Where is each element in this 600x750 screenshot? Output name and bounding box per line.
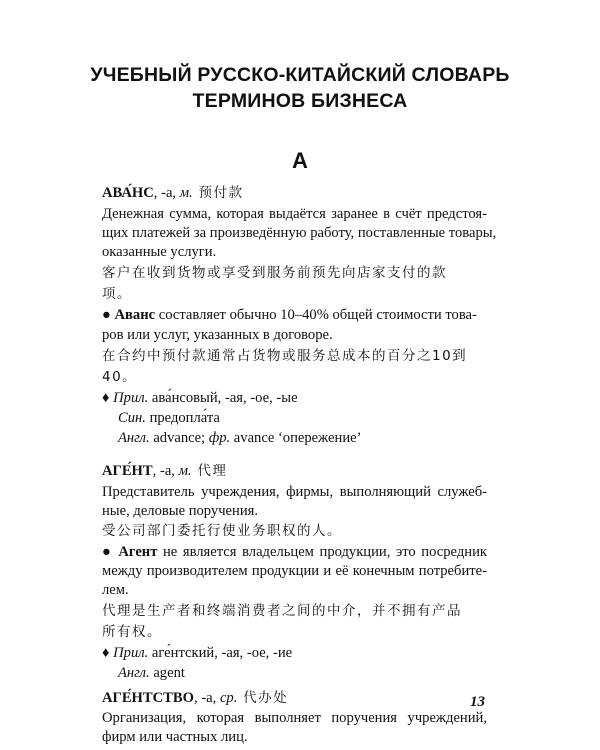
- example-chinese-line: 所有权。: [102, 624, 162, 640]
- example-bullet-icon: ●: [102, 544, 113, 560]
- example-bullet-icon: ●: [102, 307, 111, 323]
- related-text: agent: [149, 665, 185, 681]
- headword-translation: 预付款: [192, 185, 244, 201]
- example-text: не является владельцем продукции, это посредник: [157, 544, 487, 560]
- definition-line: фирм или частных лиц.: [102, 729, 248, 745]
- related-text: аге́нтский, -ая, -ое, -ие: [148, 645, 293, 661]
- title-line-2: ТЕРМИНОВ БИЗНЕСА: [192, 90, 408, 112]
- example-keyword: Агент: [118, 544, 158, 560]
- related-label: Англ.: [118, 430, 150, 446]
- entry-headword: [102, 688, 487, 708]
- related-text: ава́нсовый, -ая, -ое, -ые: [148, 390, 298, 406]
- definition-chinese-line: 客户在收到货物或享受到服务前预先向店家支付的款: [102, 265, 447, 281]
- related-text: предопла́та: [145, 410, 220, 426]
- related-text: advance;: [149, 430, 209, 446]
- related-label: Прил.: [113, 645, 149, 661]
- headword-lemma: АВА́НС: [102, 185, 154, 201]
- related-line: [118, 408, 487, 428]
- page-title: [0, 62, 600, 114]
- definition-line: Представитель учреждения, фирмы, выполняющий служеб-: [102, 484, 487, 500]
- headword-translation: 代办处: [237, 690, 289, 706]
- related-line: [102, 388, 487, 408]
- example-line: лем.: [102, 582, 129, 598]
- headword-forms: , -а,: [153, 185, 180, 201]
- definition-chinese-line: 受公司部门委托行使业务职权的人。: [102, 523, 342, 539]
- example-chinese-line: 代理是生产者和终端消费者之间的中介，并不拥有产品: [102, 603, 462, 619]
- definition-line: Организация, которая выполняет поручения учреждений,: [102, 710, 487, 726]
- entry-headword: [102, 461, 487, 481]
- headword-translation: 代理: [191, 463, 228, 479]
- headword-lemma: АГЕ́НТ: [102, 463, 153, 479]
- related-line: [118, 663, 487, 683]
- example-keyword: Аванс: [114, 307, 156, 323]
- section-letter: А: [292, 148, 308, 173]
- related-line: [118, 428, 487, 448]
- related-label: Англ.: [118, 665, 150, 681]
- example-text: составляет обычно 10–40% общей стоимости това-: [155, 307, 477, 323]
- example-line: между производителем продукции и её конечным потребите-: [102, 563, 487, 579]
- headword-pos: ср.: [219, 690, 238, 706]
- example-line: [102, 542, 487, 562]
- related-line: [102, 643, 487, 663]
- definition-line: оказанные услуги.: [102, 244, 217, 260]
- definition-chinese-line: 项。: [102, 286, 132, 302]
- related-label: Син.: [118, 410, 146, 426]
- page-number: 13: [470, 694, 485, 710]
- headword-forms: , -а,: [194, 690, 220, 706]
- headword-pos: м.: [178, 463, 192, 479]
- definition-line: ные, деловые поручения.: [102, 503, 258, 519]
- example-chinese-line: 40。: [102, 369, 138, 385]
- diamond-bullet-icon: ♦: [102, 645, 110, 661]
- headword-pos: м.: [179, 185, 193, 201]
- example-line: ров или услуг, указанных в договоре.: [102, 327, 333, 343]
- related-label: фр.: [208, 430, 231, 446]
- title-line-1: УЧЕБНЫЙ РУССКО-КИТАЙСКИЙ СЛОВАРЬ: [90, 64, 510, 86]
- example-chinese-line: 在合约中预付款通常占货物或服务总成本的百分之10到: [102, 348, 468, 364]
- related-text: avance ‘опережение’: [230, 430, 362, 446]
- example-line: [102, 305, 487, 325]
- definition-line: Денежная сумма, которая выдаётся заранее в счёт предстоя-: [102, 206, 487, 222]
- entry-headword: [102, 183, 487, 203]
- definition-line: щих платежей за произведённую работу, поставленные товары,: [102, 225, 497, 241]
- headword-lemma: АГЕ́НТСТВО: [102, 690, 195, 706]
- diamond-bullet-icon: ♦: [102, 390, 110, 406]
- headword-forms: , -а,: [152, 463, 179, 479]
- related-label: Прил.: [113, 390, 149, 406]
